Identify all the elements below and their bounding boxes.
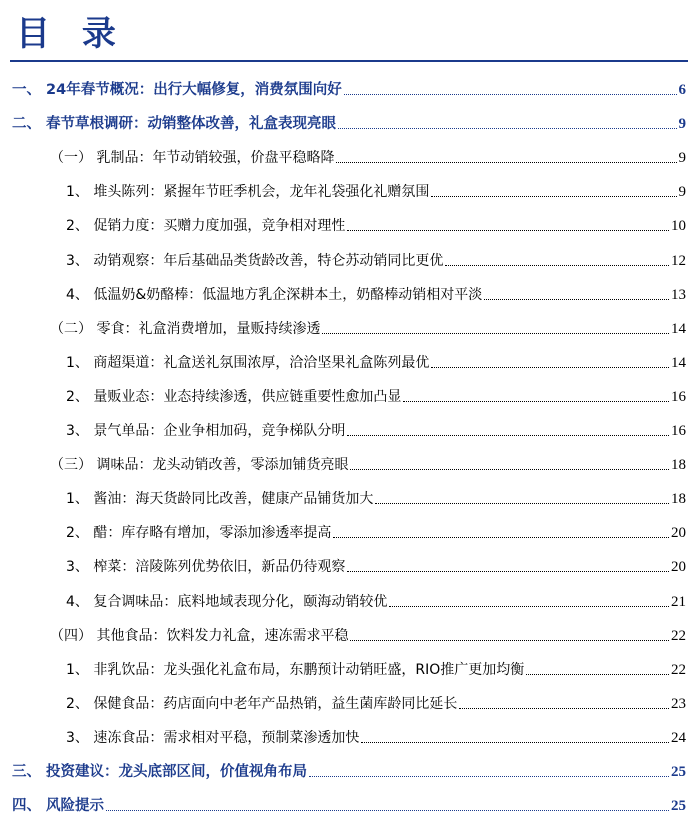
dot-leader — [431, 367, 669, 368]
dot-leader — [350, 469, 669, 470]
toc-page-number: 23 — [671, 695, 686, 712]
toc-page-number: 24 — [671, 729, 686, 746]
dot-leader — [106, 810, 669, 811]
toc-entry[interactable] — [66, 385, 686, 407]
toc-entry-title: 3、 动销观察：年后基础品类货龄改善，特仑苏动销同比更优 — [66, 252, 444, 269]
toc-entry-title: 3、 速冻食品：需求相对平稳，预制菜渗透加快 — [66, 729, 360, 746]
toc-entry-title: 1、 堆头陈列：紧握年节旺季机会，龙年礼袋强化礼赠氛围 — [66, 184, 430, 201]
toc-entry[interactable] — [50, 317, 686, 339]
toc-entry[interactable] — [66, 419, 686, 441]
toc-page-number: 9 — [678, 116, 686, 133]
toc-entry[interactable] — [66, 487, 686, 509]
toc-page-number: 18 — [671, 491, 686, 508]
toc-page-number: 12 — [671, 252, 686, 269]
toc-entry-title: 1、 非乳饮品：龙头强化礼盒布局，东鹏预计动销旺盛，RIO推广更加均衡 — [66, 661, 525, 678]
toc-page-number: 14 — [671, 320, 686, 337]
dot-leader — [431, 196, 676, 197]
toc-page-number: 18 — [671, 457, 686, 474]
toc-entry-title: 二、 春节草根调研：动销整体改善，礼盒表现亮眼 — [12, 116, 337, 133]
toc-page-number: 13 — [671, 286, 686, 303]
page-title: 目 录 — [16, 14, 126, 54]
toc-page-number: 25 — [671, 798, 686, 815]
toc-page-number: 9 — [678, 150, 686, 167]
toc-entry-title: 三、 投资建议：龙头底部区间，价值视角布局 — [12, 764, 308, 780]
toc-page-number: 21 — [671, 593, 686, 610]
toc-entry-title: 2、 保健食品：药店面向中老年产品热销，益生菌库龄同比延长 — [66, 695, 458, 712]
toc-entry[interactable] — [50, 624, 686, 646]
dot-leader — [336, 162, 676, 163]
toc-entry-title: 2、 醋：库存略有增加，零添加渗透率提高 — [66, 525, 332, 542]
toc-page-number: 14 — [671, 354, 686, 371]
dot-leader — [445, 265, 669, 266]
toc-entry[interactable] — [50, 146, 686, 168]
toc-entry[interactable] — [66, 590, 686, 612]
toc-entry-title: 2、 量贩业态：业态持续渗透，供应链重要性愈加凸显 — [66, 388, 402, 405]
dot-leader — [350, 640, 669, 641]
dot-leader — [375, 503, 669, 504]
toc-page-number: 16 — [671, 423, 686, 439]
dot-leader — [309, 776, 669, 777]
toc-entry-title: （四） 其他食品：饮料发力礼盒，速冻需求平稳 — [50, 627, 349, 644]
toc-entry[interactable] — [66, 726, 686, 748]
toc-page-number: 6 — [678, 82, 686, 98]
dot-leader — [347, 435, 669, 436]
toc-entry-title: 1、 酱油：海天货龄同比改善，健康产品铺货加大 — [66, 491, 374, 508]
dot-leader — [484, 299, 669, 300]
toc-entry[interactable] — [66, 283, 686, 305]
toc-entry[interactable] — [66, 521, 686, 543]
dot-leader — [361, 742, 669, 743]
toc-page-number: 22 — [671, 627, 686, 644]
dot-leader — [459, 708, 669, 709]
dot-leader — [347, 571, 669, 572]
toc-page-number: 25 — [671, 764, 686, 780]
toc-entry-title: （三） 调味品：龙头动销改善，零添加铺货亮眼 — [50, 457, 349, 474]
toc-entry-title: 4、 低温奶&奶酪棒：低温地方乳企深耕本土，奶酪棒动销相对平淡 — [66, 286, 483, 303]
dot-leader — [333, 537, 669, 538]
toc-entry[interactable] — [66, 214, 686, 236]
toc-entry[interactable] — [66, 692, 686, 714]
dot-leader — [338, 128, 676, 129]
toc-page-number: 22 — [671, 661, 686, 678]
toc-entry[interactable] — [12, 794, 686, 816]
toc-entry-title: 3、 榨菜：涪陵陈列优势依旧，新品仍待观察 — [66, 559, 346, 576]
toc-entry[interactable] — [12, 760, 686, 782]
dot-leader — [526, 674, 669, 675]
dot-leader — [347, 230, 669, 231]
dot-leader — [403, 401, 669, 402]
toc-entry-title: 4、 复合调味品：底料地域表现分化，颐海动销较优 — [66, 593, 388, 610]
toc-entry-title: 2、 促销力度：买赠力度加强，竞争相对理性 — [66, 218, 346, 235]
toc-page-number: 20 — [671, 525, 686, 542]
toc-entry[interactable] — [66, 658, 686, 680]
toc-entry[interactable] — [66, 249, 686, 271]
toc-entry-title: 1、 商超渠道：礼盒送礼氛围浓厚，洽洽坚果礼盒陈列最优 — [66, 354, 430, 371]
title-underline — [10, 60, 688, 62]
toc-page-number: 9 — [678, 184, 686, 201]
toc-entry[interactable] — [12, 112, 686, 134]
toc-page-number: 20 — [671, 559, 686, 576]
toc-entry[interactable] — [66, 180, 686, 202]
toc-entry[interactable] — [66, 555, 686, 577]
dot-leader — [344, 94, 677, 95]
dot-leader — [389, 606, 669, 607]
toc-entry-title: 四、 风险提示 — [12, 798, 105, 815]
toc-entry[interactable] — [50, 453, 686, 475]
toc-entry-title: 3、 景气单品：企业争相加码，竞争梯队分明 — [66, 423, 346, 439]
toc-entry-title: （二） 零食：礼盒消费增加，量贩持续渗透 — [50, 320, 321, 337]
toc-page-number: 16 — [671, 388, 686, 405]
toc-entry-title: 一、 24年春节概况：出行大幅修复，消费氛围向好 — [12, 82, 342, 98]
toc-entry-title: （一） 乳制品：年节动销较强，价盘平稳略降 — [50, 150, 335, 167]
toc-page-number: 10 — [671, 218, 686, 235]
toc-entry[interactable] — [12, 78, 686, 100]
toc-entry[interactable] — [66, 351, 686, 373]
dot-leader — [322, 333, 669, 334]
